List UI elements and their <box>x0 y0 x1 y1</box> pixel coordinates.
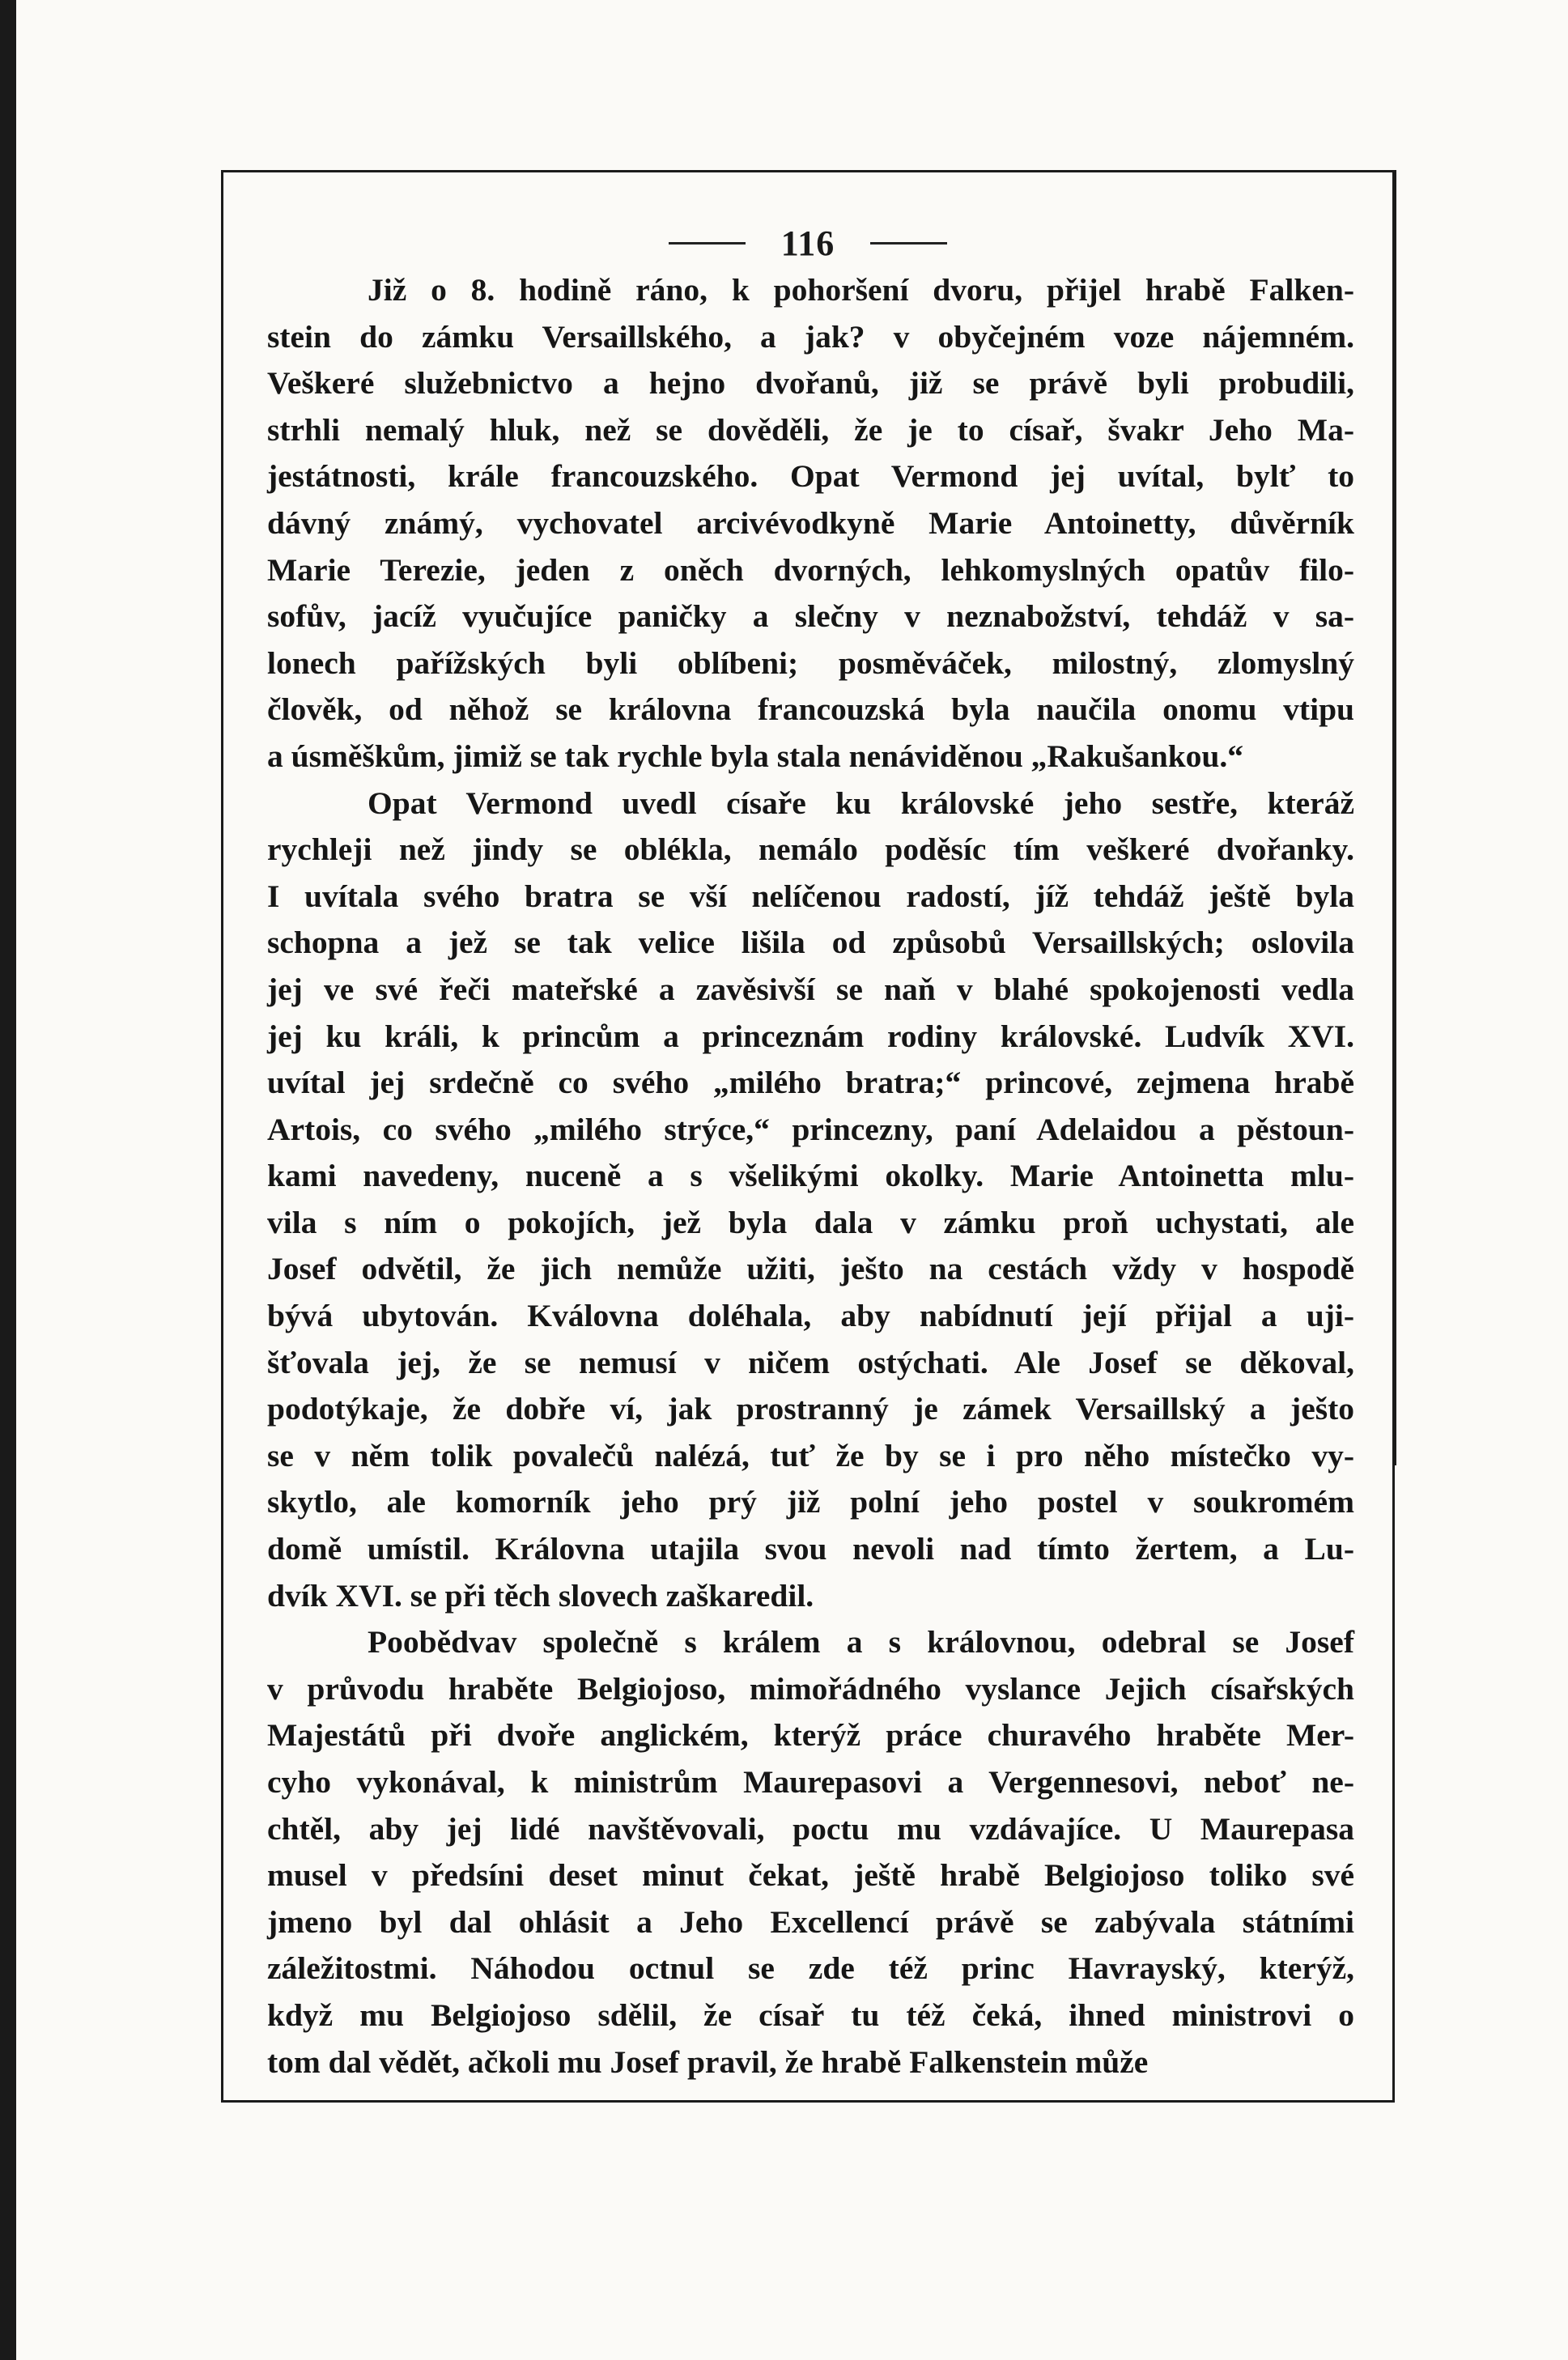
text-line: jej ve své řeči mateřské a zavěsivší se naň v blahé spokojenosti vedla <box>267 971 1354 1007</box>
paragraph <box>267 780 1354 1620</box>
text-line: Marie Terezie, jeden z oněch dvorných, lehkomyslných opatův filo- <box>267 551 1354 588</box>
text-line: jej ku králi, k princům a princeznám rodiny královské. Ludvík XVI. <box>267 1018 1354 1054</box>
text-line: rychleji než jindy se oblékla, nemálo poděsíc tím veškeré dvořanky. <box>267 831 1354 868</box>
text-line: jmeno byl dal ohlásit a Jeho Excellencí právě se zabývala státními <box>267 1903 1354 1940</box>
text-line: Artois, co svého „milého strýce,“ princezny, paní Adelaidou a pěstoun- <box>267 1111 1354 1147</box>
text-line: Poobědvav společně s králem a s královnou, odebral se Josef <box>368 1624 1354 1661</box>
text-line: podotýkaje, že dobře ví, jak prostranný je zámek Versaillský a ješto <box>267 1391 1354 1427</box>
paragraph <box>267 1619 1354 2086</box>
text-line: člověk, od něhož se královna francouzská byla naučila onomu vtipu <box>267 691 1354 728</box>
text-line: tom dal vědět, ačkoli mu Josef pravil, že hrabě Falkenstein může <box>267 2043 1149 2080</box>
text-line: dávný známý, vychovatel arcivévodkyně Marie Antoinetty, důvěrník <box>267 504 1354 541</box>
text-line: schopna a jež se tak velice lišila od způsobů Versaillských; oslovila <box>267 925 1354 961</box>
text-line: strhli nemalý hluk, než se dověděli, že je to císař, švakr Jeho Ma- <box>267 411 1354 448</box>
text-line: Opat Vermond uvedl císaře ku královské jeho sestře, kteráž <box>368 785 1354 821</box>
frame-edge <box>1394 170 1396 1465</box>
text-line: a úsměškům, jimiž se tak rychle byla stala nenáviděnou „Rakušankou.“ <box>267 738 1244 774</box>
text-line: cyho vykonával, k ministrům Maurepasovi a Vergennesovi, neboť ne- <box>267 1764 1354 1800</box>
body-text <box>267 267 1354 2086</box>
scanned-page <box>16 0 1568 2360</box>
text-line: domě umístil. Královna utajila svou nevoli nad tímto žertem, a Lu- <box>267 1531 1354 1567</box>
text-line: šťovala jej, že se nemusí v ničem ostýchati. Ale Josef se děkoval, <box>267 1344 1354 1380</box>
text-line: Majestátů při dvoře anglickém, kterýž práce churavého hraběte Mer- <box>267 1717 1354 1754</box>
text-line: uvítal jej srdečně co svého „milého bratra;“ princové, zejmena hrabě <box>267 1065 1354 1101</box>
text-line: dvík XVI. se při těch slovech zaškaredil. <box>267 1577 814 1614</box>
text-line: vila s ním o pokojích, jež byla dala v zámku proň uchystati, ale <box>267 1204 1354 1240</box>
text-line: záležitostmi. Náhodou octnul se zde též princ Havrayský, kterýž, <box>267 1950 1354 1987</box>
text-line: se v něm tolik povalečů nalézá, tuť že by se i pro něho místečko vy- <box>267 1437 1354 1473</box>
text-line: když mu Belgiojoso sdělil, že císař tu též čeká, ihned ministrovi o <box>267 1996 1354 2033</box>
text-line: bývá ubytován. Kválovna doléhala, aby nabídnutí její přijal a uji- <box>267 1298 1354 1334</box>
header-rule-left <box>669 242 746 245</box>
header-rule-right <box>870 242 947 245</box>
text-line: stein do zámku Versaillského, a jak? v obyčejném voze nájemném. <box>267 318 1354 355</box>
text-line: chtěl, aby jej lidé navštěvovali, poctu mu vzdávajíce. U Maurepasa <box>267 1810 1354 1847</box>
text-line: jestátnosti, krále francouzského. Opat Vermond jej uvítal, bylť to <box>267 458 1354 495</box>
text-line: skytlo, ale komorník jeho prý již polní jeho postel v soukromém <box>267 1484 1354 1520</box>
text-line: kami navedeny, nuceně a s všelikými okolky. Marie Antoinetta mlu- <box>267 1158 1354 1194</box>
page-header <box>223 215 1392 271</box>
text-line: lonech pařížských byli oblíbeni; posměváček, milostný, zlomyslný <box>267 644 1354 681</box>
text-line: Josef odvětil, že jich nemůže užiti, ješto na cestách vždy v hospodě <box>267 1251 1354 1287</box>
text-line: musel v předsíni deset minut čekat, ještě hrabě Belgiojoso toliko své <box>267 1857 1354 1894</box>
paragraph <box>267 267 1354 780</box>
text-line: I uvítala svého bratra se vší nelíčenou radostí, jíž tehdáž ještě byla <box>267 878 1354 914</box>
text-line: Veškeré služebnictvo a hejno dvořanů, již se právě byli probudili, <box>267 365 1354 402</box>
text-line: v průvodu hraběte Belgiojoso, mimořádného vyslance Jejich císařských <box>267 1670 1354 1707</box>
page-number: 116 <box>780 223 835 263</box>
text-line: sofův, jacíž vyučujíce paničky a slečny v neznabožství, tehdáž v sa- <box>267 598 1354 635</box>
page-frame <box>221 170 1395 2103</box>
text-line: Již o 8. hodině ráno, k pohoršení dvoru, přijel hrabě Falken- <box>368 272 1354 308</box>
